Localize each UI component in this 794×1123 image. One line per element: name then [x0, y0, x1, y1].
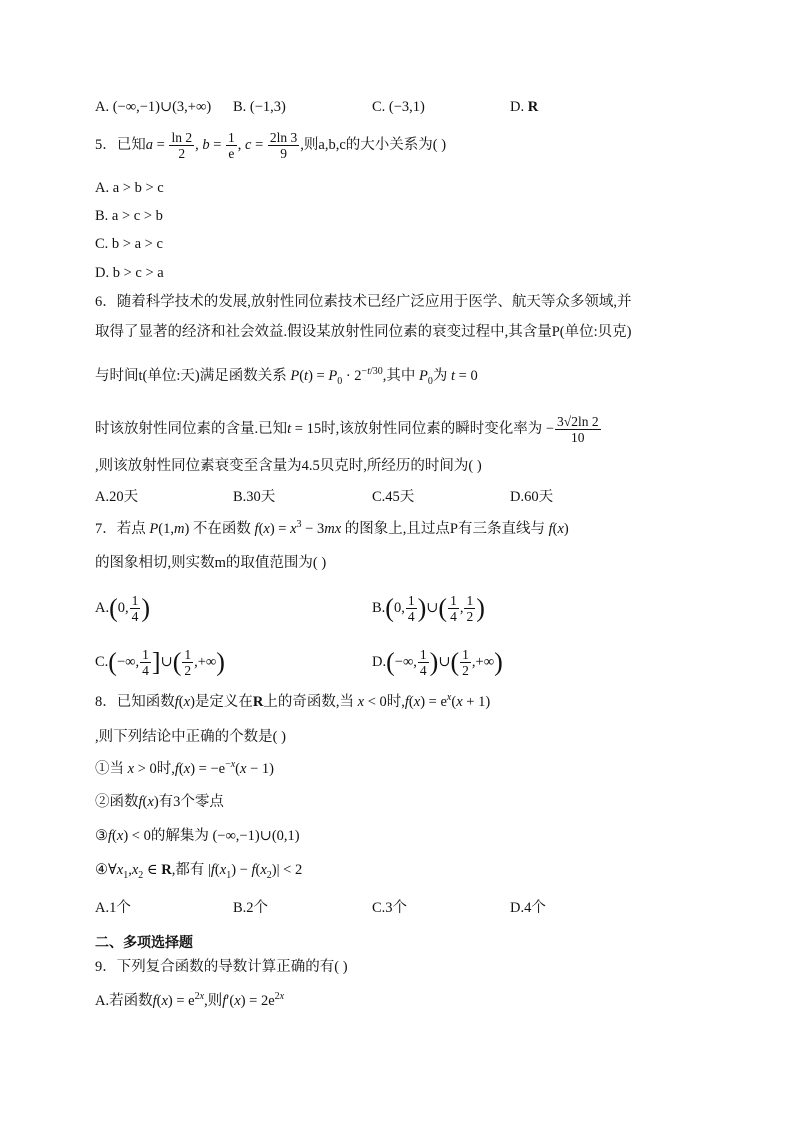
q6-rate-fraction: $\frac{3√2\ln 2}{10}$	[557, 414, 599, 445]
q6-line-2: 取得了显著的经济和社会效益.假设某放射性同位素的衰变过程中,其含量P(单位:贝克)	[95, 324, 632, 340]
q6-option-a: A.20天	[95, 489, 139, 505]
q5-option-b: B. a > c > b	[95, 208, 163, 224]
q4-option-d: D. R	[510, 99, 539, 115]
q7-line-1: 7．若点 P(1,m) 不在函数 $f(x) = x^3 - 3mx$ 的图象上,且过点P有三条直线与 f(x)	[95, 519, 569, 537]
q7-option-d: D.(−∞, $\frac{1}{4}$ )∪( $\frac{1}{2}$ ,+∞)	[372, 647, 503, 678]
q7-option-c: C.(−∞, $\frac{1}{4}$ ]∪( $\frac{1}{2}$ ,+∞)	[95, 647, 225, 678]
q8-option-c: C.3个	[372, 900, 408, 916]
q4-option-c: C. (−3,1)	[372, 99, 425, 115]
q5-frac-c: $\frac{2\ln 3}{9}$	[269, 130, 298, 161]
q8-statement-2: ②函数f(x)有3个零点	[95, 794, 224, 810]
q6-line-4: 时该放射性同位素的含量.已知t = 15时,该放射性同位素的瞬时变化率为 − $\frac{3√2\ln 2}{10}$	[95, 414, 599, 445]
q7-option-b: B.(0, $\frac{1}{4}$ )∪( $\frac{1}{4}$ , $\frac{1}{2}$ )	[372, 593, 485, 624]
q5-option-a: A. a > b > c	[95, 180, 164, 196]
q4-option-a: A. (−∞,−1)∪(3,+∞)	[95, 99, 212, 115]
q8-option-a: A.1个	[95, 900, 131, 916]
q4-option-b: B. (−1,3)	[233, 99, 286, 115]
q7-option-a: A.(0, $\frac{1}{4}$ )	[95, 593, 151, 624]
q9-stem: 9．下列复合函数的导数计算正确的有( )	[95, 959, 348, 975]
q6-line-5: ,则该放射性同位素衰变至含量为4.5贝克时,所经历的时间为( )	[95, 458, 482, 474]
q5-option-d: D. b > c > a	[95, 265, 164, 281]
q8-statement-4: $④\forall x_1,x_2$ ∈ R,都有 $|f(x_1) - f(x_2)| < 2$	[95, 862, 303, 881]
q6-option-c: C.45天	[372, 489, 415, 505]
q8-line-1: 8．已知函数f(x)是定义在R上的奇函数,当 x < 0时$,f(x) = e^x(x + 1)$	[95, 692, 491, 710]
q5-stem: 5．已知a = $\frac{\ln 2}{2}$ , b = $\frac{1}{e}$ , c = $\frac{2\ln 3}{9}$ ,则a,b,c的大小关系为( )	[95, 130, 447, 161]
q5-frac-b: $\frac{1}{e}$	[228, 130, 235, 161]
section-heading-multiple-choice: 二、多项选择题	[95, 935, 193, 951]
q6-option-b: B.30天	[233, 489, 276, 505]
q5-frac-a: $\frac{\ln 2}{2}$	[171, 130, 193, 161]
q5-option-c: C. b > a > c	[95, 236, 163, 252]
q6-decay-formula: $P(t) = P_0 \cdot 2^{-t/30}$	[290, 366, 383, 387]
q8-option-b: B.2个	[233, 900, 269, 916]
q8-line-2: ,则下列结论中正确的个数是( )	[95, 729, 286, 745]
q9-option-a: A.若函数$f(x) = e^{2x}$,则$f'(x) = 2e^{2x}$	[95, 991, 285, 1009]
q6-line-1: 6．随着科学技术的发展,放射性同位素技术已经广泛应用于医学、航天等众多领域,并	[95, 294, 632, 310]
q6-option-d: D.60天	[510, 489, 554, 505]
q8-option-d: D.4个	[510, 900, 546, 916]
q8-statement-1: ①当 x > 0时$,f(x) = -e^{-x}(x - 1)$	[95, 759, 274, 777]
q8-statement-3: ③f(x) < 0的解集为 (−∞,−1)∪(0,1)	[95, 828, 300, 844]
q6-line-3: 与时间t(单位:天)满足函数关系 $P(t) = P_0 \cdot 2^{-t/30}$,其中 $P_0$为 t = 0	[95, 366, 478, 387]
q7-line-2: 的图象相切,则实数m的取值范围为( )	[95, 555, 327, 571]
